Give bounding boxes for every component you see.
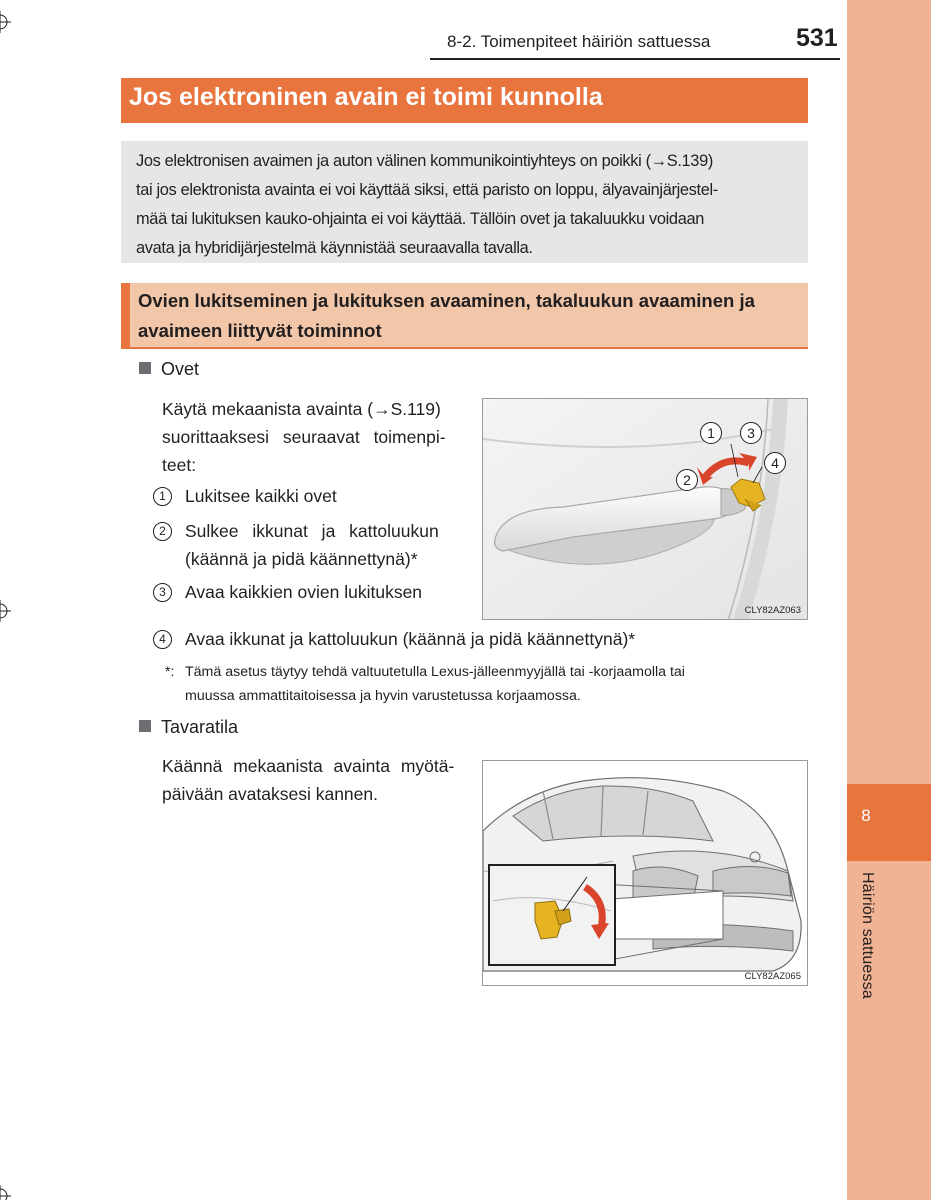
trunk-heading-label: Tavaratila — [161, 717, 239, 737]
intro-box — [121, 141, 808, 263]
chapter-number: 8 — [861, 806, 871, 825]
section-title: Jos elektroninen avain ei toimi kunnolla — [121, 78, 808, 123]
step-number-badge: 1 — [153, 487, 172, 506]
trunk-heading — [139, 717, 238, 738]
step-number-badge: 4 — [153, 630, 172, 649]
footnote-line: muussa ammattitaitoisessa ja hyvin varustetussa korjaamossa. — [185, 688, 581, 704]
footnote — [165, 660, 685, 708]
car-rear-illustration — [483, 761, 808, 986]
registration-mark-icon — [0, 1185, 11, 1200]
doors-heading-label: Ovet — [161, 359, 200, 379]
chapter-label: Häiriön sattuessa — [859, 872, 876, 1000]
subsection-heading — [121, 283, 808, 349]
intro-line: avata ja hybridijärjestelmä käynnistää seuraavalla tavalla. — [136, 239, 533, 257]
step-number-badge: 2 — [153, 522, 172, 541]
figure-code: CLY82AZ065 — [744, 971, 801, 982]
intro-line: mää tai lukituksen kauko-ohjainta ei voi käyttää. Tällöin ovet ja takaluukku voidaan — [136, 210, 704, 228]
doors-intro — [162, 395, 446, 479]
header-rule — [430, 58, 840, 60]
doors-intro-line: teet: — [162, 455, 197, 475]
figure-code: CLY82AZ063 — [744, 605, 801, 616]
page-number: 531 — [796, 24, 838, 52]
subsection-line: avaimeen liittyvät toiminnot — [138, 320, 382, 341]
trunk-figure — [482, 760, 808, 986]
registration-mark-icon — [0, 600, 11, 622]
square-bullet-icon — [139, 362, 151, 374]
running-header: 8-2. Toimenpiteet häiriön sattuessa — [447, 32, 711, 51]
step-text: Sulkee ikkunat ja kattoluukun — [185, 521, 439, 541]
step-text: Avaa ikkunat ja kattoluukun (käännä ja pidä käännettynä)* — [185, 629, 636, 649]
doors-intro-line: Käytä mekaanista avainta (→S.119) — [162, 399, 441, 419]
registration-mark-icon — [0, 11, 11, 33]
footnote-line: Tämä asetus täytyy tehdä valtuutetulla Lexus-jälleenmyyjällä tai -korjaamolla tai — [185, 664, 685, 680]
square-bullet-icon — [139, 720, 151, 732]
footnote-mark: *: — [165, 664, 175, 680]
trunk-text-line: päivään avataksesi kannen. — [162, 784, 378, 804]
callout-3: 3 — [740, 422, 762, 444]
doors-heading — [139, 359, 199, 380]
doors-intro-line: suorittaaksesi seuraavat toimenpi- — [162, 427, 446, 447]
step-text: (käännä ja pidä käännettynä)* — [185, 549, 418, 569]
intro-line: tai jos elektronista avainta ei voi käyttää siksi, että paristo on loppu, älyavainjärjestel- — [136, 181, 718, 199]
callout-2: 2 — [676, 469, 698, 491]
callout-4: 4 — [764, 452, 786, 474]
step-text: Avaa kaikkien ovien lukituksen — [185, 582, 423, 602]
callout-1: 1 — [700, 422, 722, 444]
step-number-badge: 3 — [153, 583, 172, 602]
trunk-text — [162, 752, 454, 808]
step-text: Lukitsee kaikki ovet — [185, 486, 337, 506]
chapter-side-tab — [847, 0, 931, 1200]
intro-line: Jos elektronisen avaimen ja auton välinen kommunikointiyhteys on poikki (→S.139) — [136, 152, 713, 170]
subsection-line: Ovien lukitseminen ja lukituksen avaaminen, takaluukun avaaminen ja — [138, 290, 755, 311]
trunk-text-line: Käännä mekaanista avainta myötä- — [162, 756, 455, 776]
door-handle-figure — [482, 398, 808, 620]
